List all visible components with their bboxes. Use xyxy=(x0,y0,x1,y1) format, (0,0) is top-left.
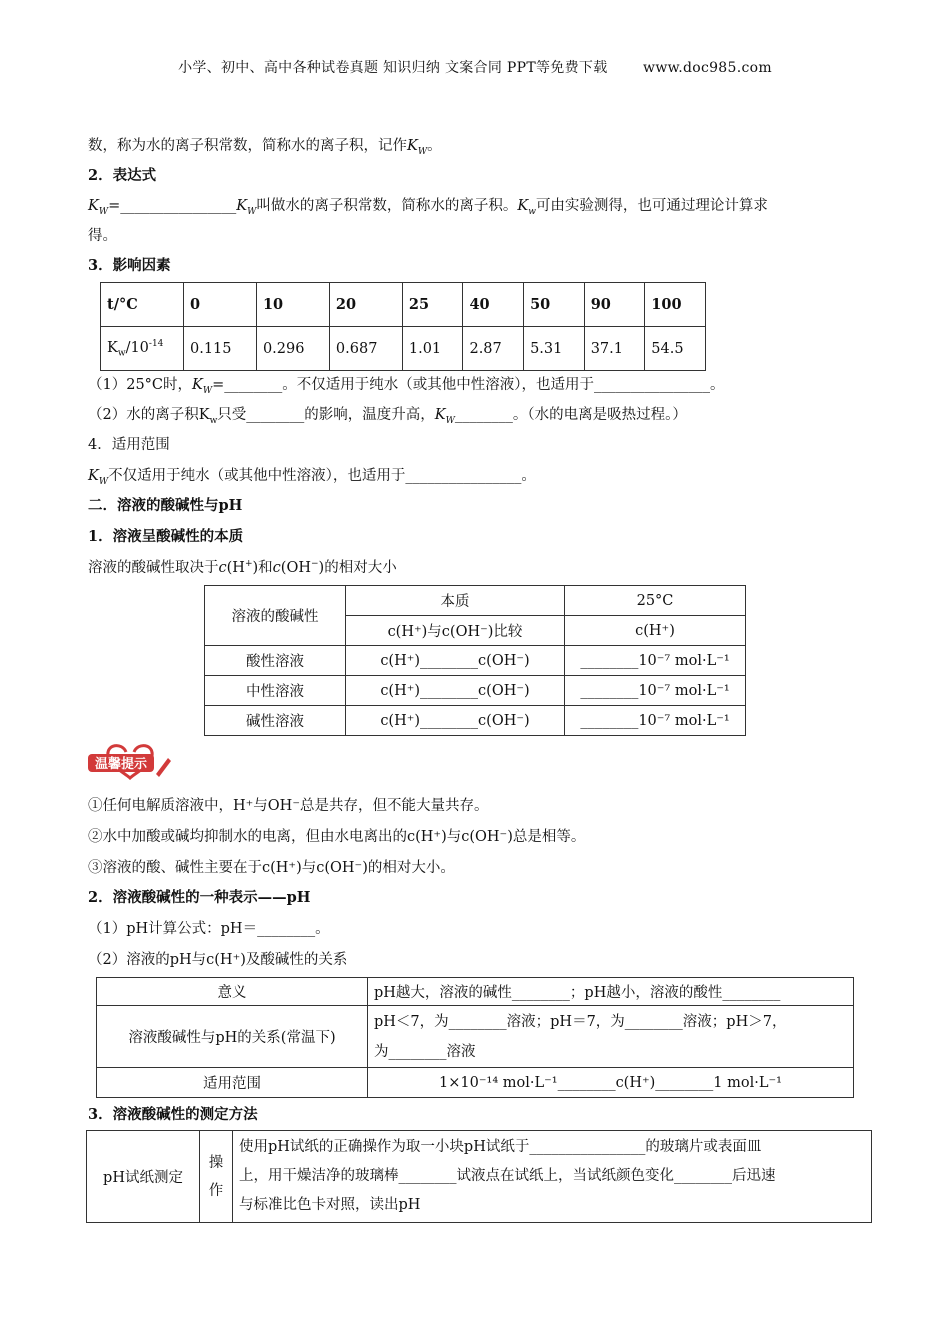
acidity-table xyxy=(204,585,746,736)
header-text: 小学、初中、高中各种试卷真题 知识归纳 文案合同 PPT等免费下载 xyxy=(178,60,608,76)
table-cell: 25 xyxy=(402,283,463,327)
table-cell: c(H⁺)________c(OH⁻) xyxy=(346,646,565,676)
table-cell: $K_w/10^{-14}$ xyxy=(101,327,184,371)
table-cell: 40 xyxy=(463,283,524,327)
tip-3: ③溶液的酸、碱性主要在于c(H⁺)与c(OH⁻)的相对大小。 xyxy=(88,860,455,876)
ph-section-title: 2．溶液酸碱性的一种表示——pH xyxy=(88,889,311,906)
table-cell: 碱性溶液 xyxy=(205,706,346,736)
tip-2: ②水中加酸或碱均抑制水的电离，但由水电离出的c(H⁺)与c(OH⁻)总是相等。 xyxy=(88,829,586,845)
table-cell: 20 xyxy=(329,283,402,327)
measure-table xyxy=(86,1130,872,1223)
table-cell: 0.115 xyxy=(184,327,257,371)
scope-line: $K_W$不仅适用于纯水（或其他中性溶液），也适用于________________。 xyxy=(88,468,536,487)
table-cell: 中性溶液 xyxy=(205,676,346,706)
measure-section-title: 3．溶液酸碱性的测定方法 xyxy=(88,1106,258,1123)
table-cell: 5.31 xyxy=(524,327,585,371)
table-cell: pH试纸测定 xyxy=(87,1131,200,1223)
table-cell: 本质 xyxy=(346,586,565,616)
table-cell: 1×10⁻¹⁴ mol·L⁻¹________c(H⁺)________1 mol·L⁻¹ xyxy=(368,1068,854,1098)
table-cell: ________10⁻⁷ mol·L⁻¹ xyxy=(565,676,746,706)
table-cell: ________10⁻⁷ mol·L⁻¹ xyxy=(565,646,746,676)
table-cell: 1.01 xyxy=(402,327,463,371)
table-cell: 0.296 xyxy=(256,327,329,371)
table-cell: 使用pH试纸的正确操作为取一小块pH试纸于________________的玻璃片或表面皿 上，用干燥洁净的玻璃棒________试液点在试纸上，当试纸颜色变化________后迅速 与标准比色卡对照，读出pH xyxy=(233,1131,872,1223)
note-2: （2）水的离子积$K_w$只受________的影响，温度升高，$K_W\_\_\_\_\_\_\_\_$。（水的电离是吸热过程。） xyxy=(88,407,687,426)
expression-line: $K_W=\_\_\_\_\_\_\_\_\_\_\_\_\_\_\_\_K_W$叫做水的离子积常数，简称水的离子积。$K_w$可由实验测得，也可通过理论计算求 xyxy=(88,198,768,217)
table-cell: c(H⁺)________c(OH⁻) xyxy=(346,676,565,706)
table-cell: 100 xyxy=(645,283,706,327)
table-cell: 54.5 xyxy=(645,327,706,371)
header-url[interactable]: www.doc985.com xyxy=(643,60,772,76)
table-cell: 溶液酸碱性与pH的关系(常温下) xyxy=(97,1006,368,1068)
table-cell: 溶液的酸碱性 xyxy=(205,586,346,646)
table-cell: pH越大，溶液的碱性________；pH越小，溶液的酸性________ xyxy=(368,978,854,1006)
ph-relation-line: （2）溶液的pH与c(H⁺)及酸碱性的关系 xyxy=(88,952,348,968)
table-cell: pH＜7，为________溶液；pH＝7，为________溶液；pH＞7， 为________溶液 xyxy=(368,1006,854,1068)
table-cell: 适用范围 xyxy=(97,1068,368,1098)
table-cell: 37.1 xyxy=(584,327,645,371)
table-cell: c(H⁺)________c(OH⁻) xyxy=(346,706,565,736)
table-cell: 意义 xyxy=(97,978,368,1006)
table-cell: 50 xyxy=(524,283,585,327)
tip-1: ①任何电解质溶液中，H⁺与OH⁻总是共存，但不能大量共存。 xyxy=(88,798,489,814)
expression-line-2: 得。 xyxy=(88,228,117,244)
table-cell: 2.87 xyxy=(463,327,524,371)
table-cell: c(H⁺) xyxy=(565,616,746,646)
section-4-title: 4．适用范围 xyxy=(88,437,170,453)
table-cell: 操 作 xyxy=(200,1131,233,1223)
table-cell: t/°C xyxy=(101,283,184,327)
section-3-title: 3．影响因素 xyxy=(88,257,171,274)
table-cell: 0 xyxy=(184,283,257,327)
section-2-title: 2．表达式 xyxy=(88,167,157,184)
table-cell: 10 xyxy=(256,283,329,327)
intro-line: 数，称为水的离子积常数，简称水的离子积，记作$K_W$。 xyxy=(88,138,442,157)
table-cell: ________10⁻⁷ mol·L⁻¹ xyxy=(565,706,746,736)
table-cell: 酸性溶液 xyxy=(205,646,346,676)
table-cell: 0.687 xyxy=(329,327,402,371)
kw-temperature-table xyxy=(100,282,706,371)
part-2-title: 二．溶液的酸碱性与pH xyxy=(88,497,243,514)
note-1: （1）25°C时，$K_W=\_\_\_\_\_\_\_\_$。不仅适用于纯水（或其他中性溶液），也适用于________________。 xyxy=(88,377,725,396)
table-cell: 90 xyxy=(584,283,645,327)
table-cell: c(H⁺)与c(OH⁻)比较 xyxy=(346,616,565,646)
acidity-desc: 溶液的酸碱性取决于c(H+)和c(OH−)的相对大小 xyxy=(88,559,397,576)
warm-tip-badge-icon xyxy=(86,744,172,780)
ph-table xyxy=(96,977,854,1098)
page-header xyxy=(0,57,950,77)
part-2-sub-1: 1．溶液呈酸碱性的本质 xyxy=(88,528,244,545)
badge-label: 温馨提示 xyxy=(94,757,148,772)
table-cell: 25°C xyxy=(565,586,746,616)
ph-formula-line: （1）pH计算公式：pH＝________。 xyxy=(88,921,330,937)
